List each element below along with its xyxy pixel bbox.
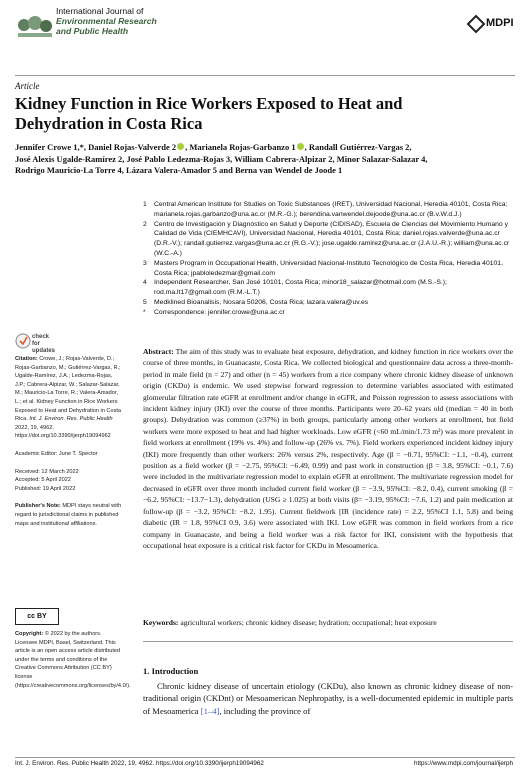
keywords — [143, 617, 513, 628]
check-for-updates-label[interactable]: check for updates — [32, 334, 56, 354]
intro-text-tail: , including the province of — [219, 705, 311, 716]
published-date: Published: 19 April 2022 — [15, 485, 76, 492]
abstract-label: Abstract: — [143, 347, 174, 356]
citation-link[interactable]: [1–4] — [200, 705, 220, 716]
journal-line-2: Environmental Research — [56, 16, 157, 26]
affiliation-item — [143, 200, 513, 220]
keywords-label: Keywords: — [143, 618, 179, 627]
journal-name — [56, 6, 157, 36]
article-type: Article — [15, 81, 40, 91]
correspondence-text: Correspondence: jennifer.crowe@una.ac.cr — [154, 308, 285, 316]
journal-line-1: International Journal of — [56, 6, 144, 16]
citation-block — [15, 355, 122, 441]
publisher-logo-text: MDPI — [486, 17, 514, 29]
authors-part-1: Jennifer Crowe 1,*, Daniel Rojas-Valverde 2 — [15, 142, 177, 152]
abstract — [143, 346, 513, 551]
citation-text: Crowe, J.; Rojas-Valverde, D.; Rojas-Garbanzo, M.; Gutiérrez-Vargas, R.; Ugalde-Ramírez, J.A.; Ledezma-Rojas, J.P.; Cabrera-Alpizar, W.; Salazar-Salazar, M.; Mauricio-La Torre, R.; Valera-Amador, L.; et al. Kidney Function in Rice Workers Exposed to Heat and Dehydration in Costa Rica. — [15, 356, 122, 423]
affiliation-number: 5 — [143, 298, 147, 306]
publisher-note-text: MDPI stays neutral with regard to jurisdictional claims in published maps and institutional affiliations. — [15, 503, 122, 527]
sidebar-column — [15, 355, 122, 537]
academic-editor: Academic Editor: June T. Spector — [15, 450, 98, 457]
affiliation-item — [143, 278, 513, 298]
copyright-block — [15, 630, 131, 699]
article-title: Kidney Function in Rice Workers Exposed to Heat and Dehydration in Costa Rica — [15, 94, 403, 133]
affiliation-text: Independent Researcher, San José 10101, Costa Rica; minor18_salazar@hotmail.com (M.S.-S.); rod.ma.lt17@gmail.com (R.M.-L.T.) — [154, 279, 447, 297]
cc-by-license-icon[interactable] — [15, 608, 59, 625]
introduction-paragraph — [143, 680, 513, 717]
cc-by-logo-text: cc BY — [27, 613, 47, 620]
abstract-text: The aim of this study was to evaluate heat exposure, dehydration, and kidney function in rice workers over the course of three months, in Guanacaste, Costa Rica. We collected biological and questionnaire data across a three-month-period in male field (n = 27) and other (n = 45) workers from a rice company where chronic kidney disease of unknown origin (CKDu) is endemic. We used stepwise forward regression to determine variables associated with estimated glomerular filtration rate eGFR at enrollment and/or change in eGFR, and Poisson regression to assess associations with incident kidney injury (IKI) over the course of three months. Participants were 20–62 years old (median = 40 in both groups). Dehydration was common (≥37%) in both groups, particularly among other workers at enrollment, but field workers were more exposed to heat and had higher workloads. Low eGFR (<60 mL/min/1.73 m²) was more prevalent in field workers at enrollment (19% vs. 4%) and follow-up (26% vs. 7%). Field workers experienced incident kidney injury (IKI) more frequently than other workers: 26% versus 2%, respectively. Age (β = −0.71, 95%CI: −1.1, −0.4), current position as a field worker (β = −2.75, 95%CI: −6.49, 0.99) and past work in construction (β = 3.8, 95%CI: −0.1, 7.6) were included in the multivariate regression model to explain eGFR at enrollment. The multivariate regression model for decreased in eGFR over three month included current field worker (β = −3.9, 95%CI: −8.2, 0.4), current smoking (β = −6.2, 95%CI: −13.7−1.3), dehydration (USG ≥ 1.025) at both visits (β= −3.19, 95%CI: −7.6, 1.2) and pain medication at follow-up (β = −3.2, 95%CI: −8.2, 1.95). Current fieldwork [IR (incidence rate) = 2.2, 95%CI 1.1, 5.8) and being diabetic (IR = 1.8, 95%CI 0.9, 3.6) were associated with IKI. Low eGFR was common in field workers from a rice company in Guanacaste, and being a field worker was a risk factor for IKI, consistent with the hypothesis that occupational heat exposure is a critical risk factor for CKDu in Mesoamerica. — [143, 347, 513, 550]
copyright-text: © 2022 by the authors. Licensee MDPI, Basel, Switzerland. This article is an open access article distributed under the terms and conditions of the Creative Commons Attribution (CC BY) license (https://creativecommons.org/licenses/by/4.0/). — [15, 631, 131, 689]
affiliation-item — [143, 259, 513, 279]
citation-label: Citation: — [15, 356, 38, 362]
citation-journal: Int. J. Environ. Res. Public Health — [29, 416, 113, 423]
affiliation-item — [143, 308, 513, 318]
affiliation-number: * — [143, 308, 146, 316]
header-divider — [15, 75, 515, 76]
affiliation-number: 3 — [143, 259, 147, 267]
journal-logo-icon — [15, 13, 55, 43]
authors-part-3: , Randall Gutiérrez-Vargas 2, — [304, 142, 412, 152]
footer-citation[interactable]: Int. J. Environ. Res. Public Health 2022, 19, 4962. https://doi.org/10.3390/ijerph19094962 — [15, 760, 264, 767]
affiliation-item — [143, 220, 513, 259]
authors-line-2: José Alexis Ugalde-Ramírez 2, José Pablo Ledezma-Rojas 3, William Cabrera-Alpizar 2, Minor Salazar-Salazar 4, — [15, 153, 428, 164]
affiliations — [143, 200, 513, 318]
author-list — [15, 142, 515, 177]
section-heading: 1. Introduction — [143, 666, 199, 676]
affiliation-number: 1 — [143, 201, 147, 208]
affiliation-text: Centro de Investigación y Diagnóstico en Salud y Deporte (CIDISAD), Escuela de Ciencias del Movimiento Humano y Calidad de Vida (CIEMHCAVI), Universidad Nacional, Heredia 40101, Costa Rica; daniel.rojas.valverde@una.ac.cr (D.R.-V.); randall.gutierrez.vargas@una.ac.cr (R.G.-V.); jose.ugalde.ramirez@una.ac.cr (J.A.U.-R.); william@una.ac.cr (W.C.-A.) — [154, 220, 510, 257]
authors-line-1 — [15, 142, 515, 154]
copyright-label: Copyright: — [15, 631, 44, 637]
affiliation-text: Medklined Bioanalisis, Nosara 50206, Costa Rica; lazara.valera@uv.es — [154, 298, 369, 306]
orcid-icon[interactable] — [297, 143, 304, 150]
affiliation-item — [143, 298, 513, 308]
footer-divider — [15, 757, 515, 758]
keywords-divider — [143, 641, 513, 642]
accepted-date: Accepted: 5 April 2022 — [15, 477, 71, 484]
dates-block — [15, 468, 122, 494]
affiliation-number: 2 — [143, 220, 147, 228]
affiliation-number: 4 — [143, 279, 147, 287]
citation-doi-link[interactable]: 2022, 19, 4962. https://doi.org/10.3390/ijerph19094962 — [15, 424, 111, 440]
publisher-note — [15, 502, 122, 528]
publisher-note-label: Publisher's Note: — [15, 503, 61, 510]
received-date: Received: 12 March 2022 — [15, 468, 79, 475]
affiliation-text: Masters Program in Occupational Health, Universidad Nacional-Instituto Tecnológico de Costa Rica, Heredia 40101, Costa Rica; jpabloledezmar@gmail.com — [154, 259, 503, 277]
orcid-icon[interactable] — [177, 143, 184, 150]
authors-part-2: , Marianela Rojas-Garbanzo 1 — [185, 142, 296, 152]
intro-text: Chronic kidney disease of uncertain etiology (CKDu), also known as chronic kidney disease of non-traditional origin (CKDnt) or Mesoamerican Nephropathy, is a well-documented epidemic in multiple parts of Mesoamerica — [143, 681, 513, 716]
footer-journal-url[interactable]: https://www.mdpi.com/journal/ijerph — [413, 760, 513, 767]
affiliation-text: Central American Institute for Studies on Toxic Substances (IRET), Universidad Nacional, Heredia 40101, Costa Rica; marianela.rojas.garbanzo@una.ac.cr (M.R.-G.); berendina.vanwendel.dejoode@una.ac.cr (B.v.W.d.J.) — [154, 201, 508, 218]
keywords-text: agricultural workers; chronic kidney disease; hydration; occupational; heat exposure — [180, 618, 437, 627]
authors-line-3: Rodrigo Mauricio-La Torre 4, Lázara Valera-Amador 5 and Berna van Wendel de Joode 1 — [15, 165, 343, 175]
journal-line-3: and Public Health — [56, 26, 129, 36]
